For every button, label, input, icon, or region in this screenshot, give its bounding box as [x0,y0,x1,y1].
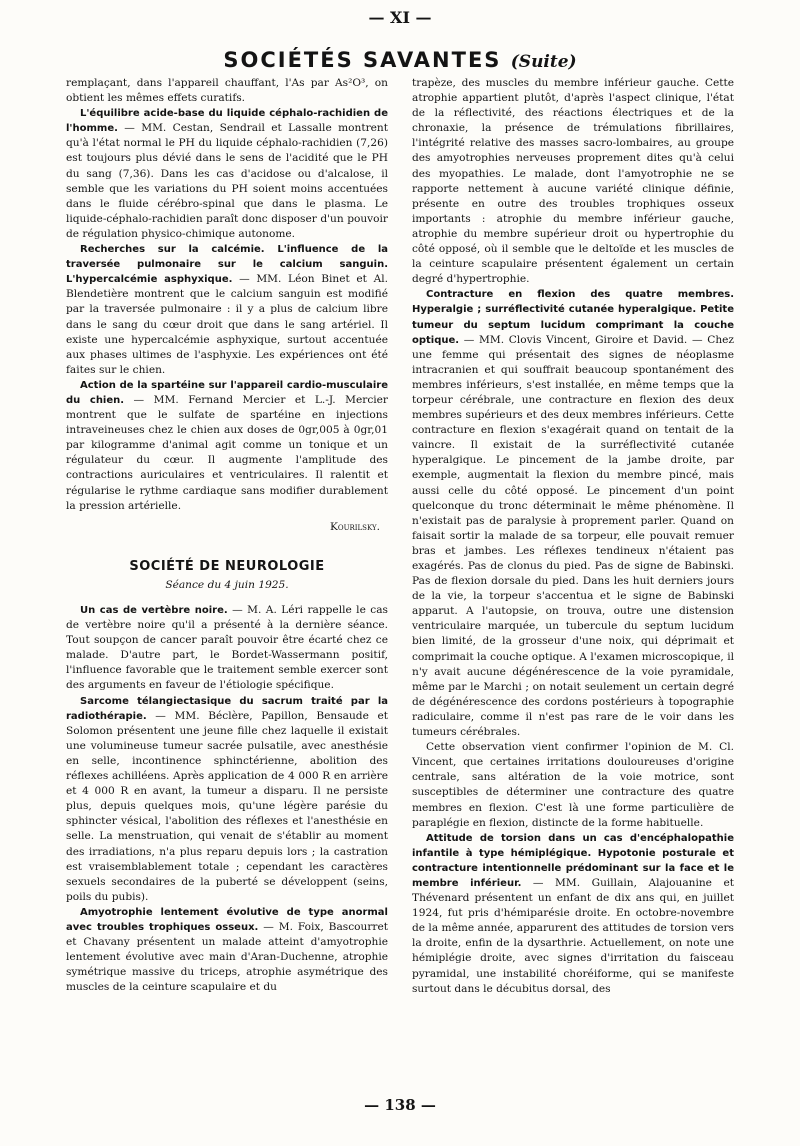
paragraph-text: trapèze, des muscles du membre inférieur gauche. Cette atrophie appartient plutôt, d'après l'aspect clinique, l'état de la réflectivité, des réactions électriques et de la chronaxie, la présence de trémulations fibrillaires, l'intégrité relative des masses sacro-lombaires, au groupe des amyotrophies nerveuses proprement dites qu'à celui des myopathies. Le malade, dont l'amyotrophie ne se rapporte nettement à aucune variété clinique définie, présente en outre des troubles trophiques osseux importants : atrophie du membre inférieur gauche, atrophie du membre supérieur droit ou hypertrophie du côté opposé, où il semble que le deltoïde et les muscles de la ceinture scapulaire présentent également un certain degré d'hypertrophie. [412,77,734,286]
paragraph-heading: Sarcome télangiectasique du sacrum traité par la radiothérapie. [66,695,388,722]
paragraph [66,242,388,378]
paragraph-text: — MM. Guillain, Alajouanine et Thévenard présentent un enfant de dix ans qui, en juillet 1924, fut pris d'hémiparésie droite. En octobre-novembre de la même année, apparurent des attitudes de torsion vers la droite, enfin de la dysarthrie. Actuellement, on note une hémiplégie droite, avec signes d'irritation du faisceau pyramidal, une instabilité choréiforme, qui se manifeste surtout dans le décubitus dorsal, des [412,876,734,995]
paragraph-text: — MM. Clovis Vincent, Giroire et David. — Chez une femme qui présentait des signes de néoplasme intracranien et qui souffrait beaucoup spontanément des membres inférieurs, s'est installée, en même temps que la torpeur cérébrale, une contracture en flexion des deux membres supérieurs et des deux membres inférieurs. Cette contracture en flexion s'exagérait quand on tentait de la vaincre. Il existait de la surréflectivité cutanée hyperalgique. Le pincement de la jambe droite, par exemple, augmentait la flexion du membre pincé, mais aussi celle du côté opposé. Le pincement d'un point quelconque du tronc déterminait le même phénomène. Il n'existait pas de paralysie à proprement parler. Quand on faisait sortir la malade de sa torpeur, elle pouvait remuer bras et jambes. Les réflexes tendineux n'étaient pas exagérés. Pas de clonus du pied. Pas de signe de Babinski. Pas de flexion dorsale du pied. Dans les huit derniers jours de la vie, la torpeur s'accentua et le signe de Babinski apparut. A l'autopsie, on trouva, outre une distension ventriculaire marquée, un tubercule du septum lucidum bien limité, de la grosseur d'une noix, qui déprimait et comprimait la couche optique. A l'examen microscopique, il n'y avait aucune dégénérescence de la voie pyramidale, même par le Marchi ; on notait seulement un certain degré de dégénérescence des cordons postérieurs à topographie radiculaire, comme il n'est pas rare de le voir dans les tumeurs cérébrales. [412,333,734,739]
paragraph-text: — MM. Béclère, Papillon, Bensaude et Solomon présentent une jeune fille chez laquelle il existait une volumineuse tumeur sacrée pulsatile, avec anesthésie en selle, incontinence sphinctérienne, abolition des réflexes achilléens. Après application de 4 000 R en arrière et 4 000 R en avant, la tumeur a disparu. Il ne persiste plus, depuis quelques mois, qu'une légère parésie du sphincter vésical, l'abolition des réflexes et l'anesthésie en selle. La menstruation, qui venait de s'établir au moment des irradiations, n'a plus reparu depuis lors ; la castration est vraisemblablement totale ; cependant les caractères sexuels secondaires de la puberté se développent (seins, poils du pubis). [66,709,388,903]
paragraph-text: remplaçant, dans l'appareil chauffant, l'As par As²O³, on obtient les mêmes effets curatifs. [66,77,388,105]
paragraph [66,378,388,514]
paragraph-heading: L'équilibre acide-base du liquide céphalo-rachidien de l'homme. [66,108,388,135]
paragraph [66,603,388,694]
paragraph-text: — M. A. Léri rappelle le cas de vertèbre noire qu'il a présenté à la dernière séance. Tout soupçon de cancer paraît pouvoir être écarté chez ce malade. D'autre part, le Bordet-Wassermann positif, l'influence favorable que le traitement semble exercer sont des arguments en faveur de l'étiologie spécifique. [66,604,388,692]
paragraph-text: — MM. Cestan, Sendrail et Lassalle montrent qu'à l'état normal le PH du liquide céphalo-rachidien (7,26) est toujours plus dévié dans le sens de l'acidité que le PH du sang (7,36). Dans les cas d'acidose ou d'alcalose, il semble que les variations du PH soient moins accentuées dans le fluide cérébro-spinal que dans le plasma. Le liquide-céphalo-rachidien paraît donc disposer d'un pouvoir de régulation physico-chimique autonome. [66,122,388,240]
paragraph-text: — MM. Fernand Mercier et L.-J. Mercier montrent que le sulfate de spartéine en injections intraveineuses chez le chien aux doses de 0gr,005 à 0gr,01 par kilogramme d'animal agit comme un tonique et un régulateur du cœur. Il augmente l'amplitude des contractions auriculaires et ventriculaires. Il ralentit et régularise le rythme cardiaque sans modifier durablement la pression artérielle. [66,393,388,512]
paragraph-text: — MM. Léon Binet et Al. Blendetière montrent que le calcium sanguin est modifié par la traversée pulmonaire : il y a plus de calcium libre dans le sang du cœur droit que dans le sang artériel. Il existe une hypercalcémie asphyxique, surtout accentuée aux phases ultimes de l'asphyxie. Les expériences ont été faites sur le chien. [66,273,388,376]
paragraph [66,905,388,996]
right-column [412,76,734,997]
paragraph-heading: Un cas de vertèbre noire. [80,605,228,616]
paragraph-text: Cette observation vient confirmer l'opinion de M. Cl. Vincent, que certaines irritations douloureuses d'origine centrale, sans altération de la voie motrice, sont susceptibles de déterminer une contracture des quatre membres en flexion. C'est là une forme particulière de paraplégie en flexion, distincte de la forme habituelle. [412,741,734,829]
page-title-text: SOCIÉTÉS SAVANTES [223,48,502,72]
paragraph-heading: Amyotrophie lentement évolutive de type anormal avec troubles trophiques osseux. [66,906,388,933]
paragraph [66,106,388,242]
paragraph [412,831,734,997]
paragraph [412,76,734,287]
paragraph-heading: Recherches sur la calcémie. L'influence de la traversée pulmonaire sur le calcium sanguin. L'hypercalcémie asphyxique. [66,244,388,286]
paragraph-heading: Attitude de torsion dans un cas d'encéphalopathie infantile à type hémiplégique. Hypotonie posturale et contracture intentionnelle prédominant sur la face et le membre inférieur. [412,832,734,889]
paragraph [412,740,734,831]
page-title [0,48,800,72]
session-date: Séance du 4 juin 1925. [165,578,289,591]
paragraph [66,694,388,905]
page-number-roman: — XI — [368,8,432,27]
paragraph [66,76,388,106]
section-heading: SOCIÉTÉ DE NEUROLOGIE [129,558,325,574]
page-title-suffix: (Suite) [510,52,577,72]
paragraph-heading: Contracture en flexion des quatre membres. Hyperalgie ; surréflectivité cutanée hyperalgique. Petite tumeur du septum lucidum comprimant la couche optique. [412,289,734,346]
author-signature: Kourilsky. [329,520,380,533]
page-number: — 138 — [364,1096,436,1114]
left-column [66,76,388,995]
paragraph-heading: Action de la spartéine sur l'appareil cardio-musculaire du chien. [66,379,388,406]
paragraph-text: — M. Foix, Bascourret et Chavany présentent un malade atteint d'amyotrophie lentement évolutive avec main d'Aran-Duchenne, atrophie symétrique massive du triceps, atrophie asymétrique des muscles de la ceinture scapulaire et du [66,920,389,994]
paragraph [412,287,734,740]
